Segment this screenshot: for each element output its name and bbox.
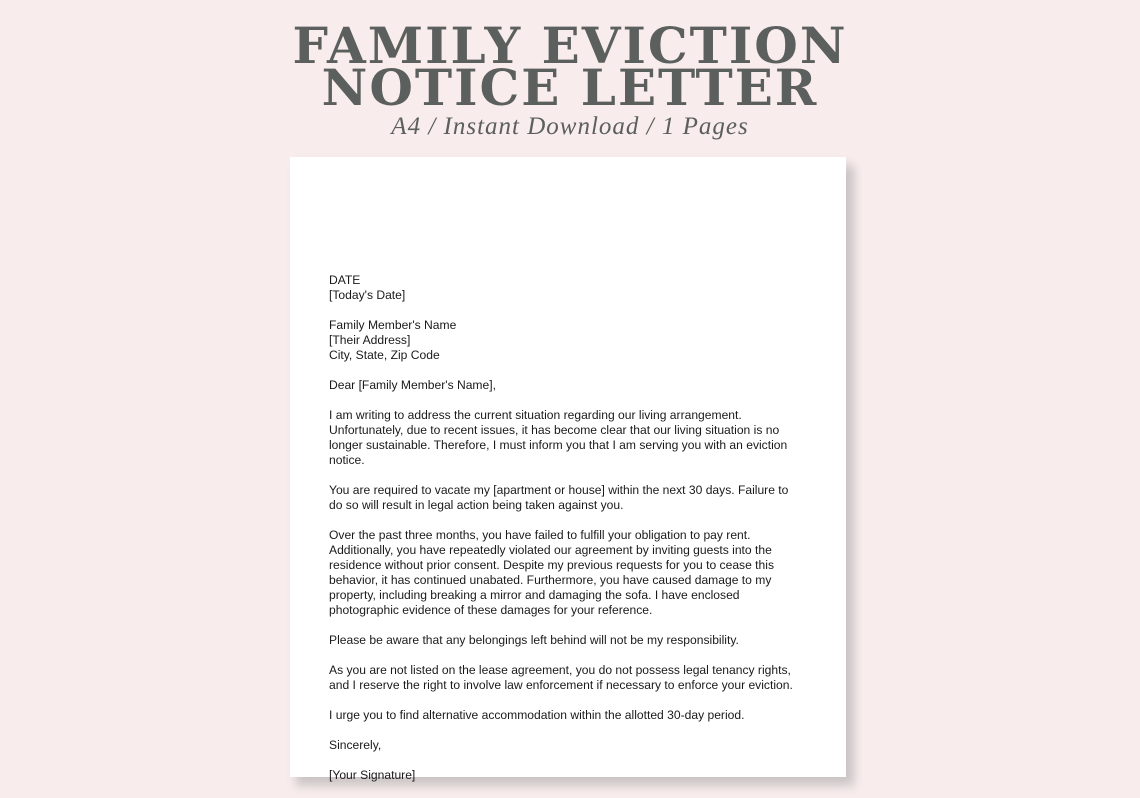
letter-body [329,273,795,798]
paragraph-3: Over the past three months, you have failed to fulfill your obligation to pay rent. Additionally, you have repeatedly violated our agreement by inviting guests into the residence without prior consent. Despite my previous requests for you to cease this behavior, it has continued unabated. Furthermore, you have caused damage to my property, including breaking a mirror and damaging the sofa. I have enclosed photographic evidence of these damages for your reference. [329,528,775,617]
recipient-name: Family Member's Name [329,318,457,332]
closing: Sincerely, [329,738,382,752]
date-placeholder: [Today's Date] [329,288,406,302]
recipient-address: [Their Address] [329,333,411,347]
recipient-city: City, State, Zip Code [329,348,440,362]
page-title-line-1: FAMILY EVICTION [292,16,848,75]
paragraph-4: Please be aware that any belongings left behind will not be my responsibility. [329,633,739,647]
page-title-line-2: NOTICE LETTER [321,58,819,117]
date-block [329,273,795,303]
paragraph-1: I am writing to address the current situation regarding our living arrangement. Unfortunately, due to recent issues, it has become clear that our living situation is no longer sustainable. Therefore, I must inform you that I am serving you with an eviction notice. [329,408,788,467]
recipient-block [329,318,795,363]
signature: [Your Signature] [329,768,416,782]
date-label: DATE [329,273,361,287]
letter-page [290,157,846,782]
paragraph-2: You are required to vacate my [apartment or house] within the next 30 days. Failure to do so will result in legal action being taken against you. [329,483,789,512]
page-subtitle: A4 / Instant Download / 1 Pages [391,113,749,140]
salutation: Dear [Family Member's Name], [329,378,496,392]
paragraph-5: As you are not listed on the lease agreement, you do not possess legal tenancy rights, and I reserve the right to involve law enforcement if necessary to enforce your eviction. [329,663,793,692]
paragraph-6: I urge you to find alternative accommodation within the allotted 30-day period. [329,708,745,722]
